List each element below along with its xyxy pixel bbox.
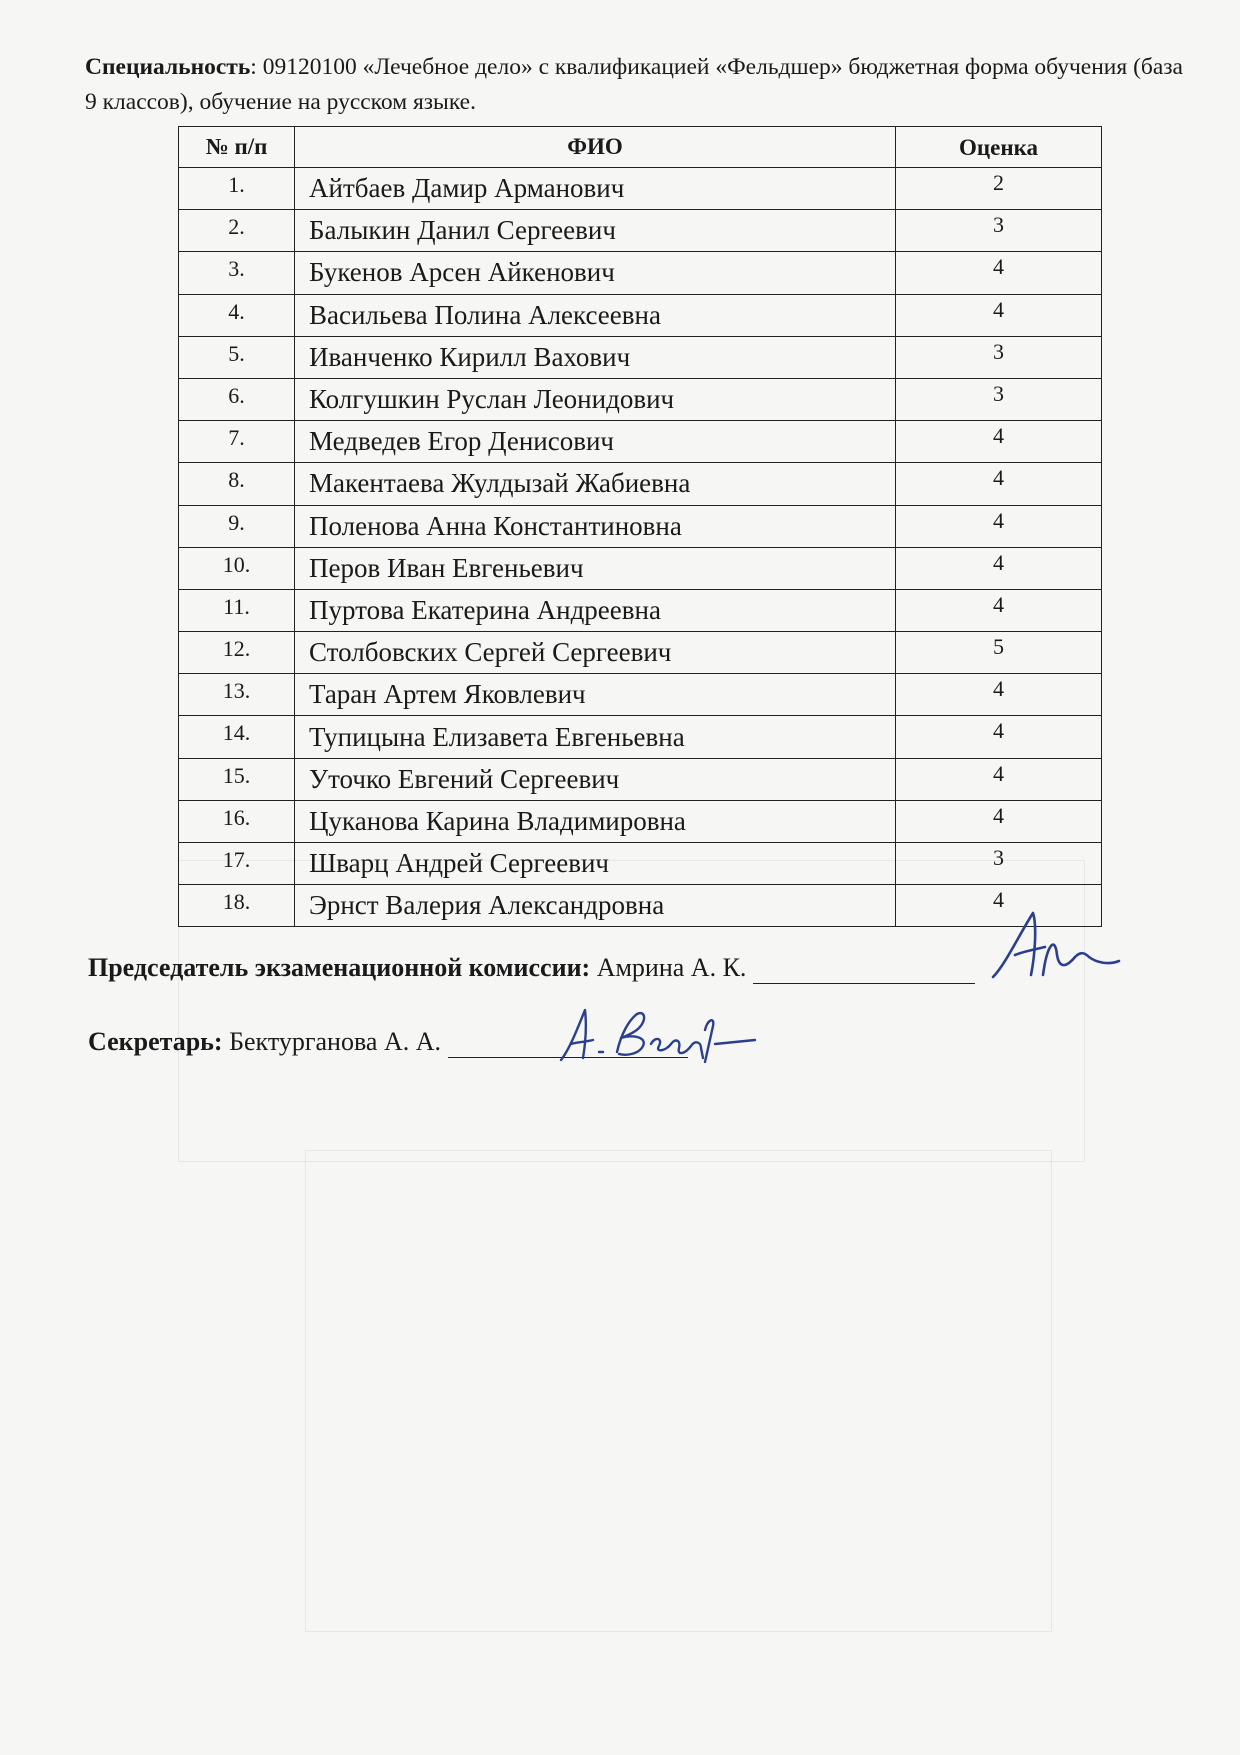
row-grade: 4 bbox=[896, 885, 1102, 927]
secretary-signature bbox=[555, 1000, 770, 1070]
table-row bbox=[179, 632, 1102, 674]
chair-name: Амрина А. К. bbox=[596, 953, 747, 982]
header-name: ФИО bbox=[295, 127, 896, 168]
row-name: Макентаева Жулдызай Жабиевна bbox=[295, 463, 896, 505]
row-name: Цуканова Карина Владимировна bbox=[295, 800, 896, 842]
row-number: 2. bbox=[179, 210, 295, 252]
row-name: Айтбаев Дамир Арманович bbox=[295, 168, 896, 210]
chair-signature-underline bbox=[753, 953, 975, 984]
row-grade: 4 bbox=[896, 421, 1102, 463]
row-grade: 3 bbox=[896, 210, 1102, 252]
row-grade: 4 bbox=[896, 463, 1102, 505]
table-row bbox=[179, 885, 1102, 927]
row-number: 8. bbox=[179, 463, 295, 505]
row-name: Балыкин Данил Сергеевич bbox=[295, 210, 896, 252]
table-row bbox=[179, 800, 1102, 842]
row-number: 5. bbox=[179, 336, 295, 378]
row-number: 13. bbox=[179, 674, 295, 716]
row-number: 6. bbox=[179, 378, 295, 420]
table-row bbox=[179, 210, 1102, 252]
row-grade: 4 bbox=[896, 505, 1102, 547]
row-number: 14. bbox=[179, 716, 295, 758]
table-row bbox=[179, 378, 1102, 420]
table-row bbox=[179, 547, 1102, 589]
row-grade: 2 bbox=[896, 168, 1102, 210]
row-grade: 3 bbox=[896, 843, 1102, 885]
row-name: Колгушкин Руслан Леонидович bbox=[295, 378, 896, 420]
row-name: Таран Артем Яковлевич bbox=[295, 674, 896, 716]
row-grade: 4 bbox=[896, 547, 1102, 589]
specialty-text: : 09120100 «Лечебное дело» с квалификацией «Фельдшер» бюджетная форма обучения (база 9 классов), обучение на русском языке. bbox=[85, 53, 1183, 115]
row-grade: 4 bbox=[896, 758, 1102, 800]
row-name: Перов Иван Евгеньевич bbox=[295, 547, 896, 589]
row-number: 15. bbox=[179, 758, 295, 800]
table-row bbox=[179, 716, 1102, 758]
row-number: 9. bbox=[179, 505, 295, 547]
header-grade: Оценка bbox=[896, 127, 1102, 168]
row-name: Столбовских Сергей Сергеевич bbox=[295, 632, 896, 674]
row-name: Пуртова Екатерина Андреевна bbox=[295, 589, 896, 631]
row-name: Букенов Арсен Айкенович bbox=[295, 252, 896, 294]
row-number: 10. bbox=[179, 547, 295, 589]
specialty-paragraph bbox=[85, 50, 1183, 120]
row-grade: 4 bbox=[896, 294, 1102, 336]
row-grade: 4 bbox=[896, 589, 1102, 631]
row-number: 3. bbox=[179, 252, 295, 294]
row-grade: 4 bbox=[896, 674, 1102, 716]
table-row bbox=[179, 505, 1102, 547]
secretary-name: Бектурганова А. А. bbox=[229, 1027, 442, 1056]
row-number: 1. bbox=[179, 168, 295, 210]
table-row bbox=[179, 168, 1102, 210]
row-name: Поленова Анна Константиновна bbox=[295, 505, 896, 547]
secretary-label: Секретарь: bbox=[88, 1027, 223, 1056]
row-name: Тупицына Елизавета Евгеньевна bbox=[295, 716, 896, 758]
row-grade: 4 bbox=[896, 800, 1102, 842]
row-number: 11. bbox=[179, 589, 295, 631]
row-name: Иванченко Кирилл Вахович bbox=[295, 336, 896, 378]
row-name: Шварц Андрей Сергеевич bbox=[295, 843, 896, 885]
row-number: 12. bbox=[179, 632, 295, 674]
row-name: Медведев Егор Денисович bbox=[295, 421, 896, 463]
grades-table bbox=[178, 126, 1102, 927]
specialty-label: Специальность bbox=[85, 53, 251, 80]
table-row bbox=[179, 336, 1102, 378]
table-row bbox=[179, 843, 1102, 885]
chair-signature bbox=[985, 905, 1125, 995]
table-row bbox=[179, 421, 1102, 463]
chair-label: Председатель экзаменационной комиссии: bbox=[88, 953, 591, 982]
row-number: 18. bbox=[179, 885, 295, 927]
row-number: 7. bbox=[179, 421, 295, 463]
row-number: 17. bbox=[179, 843, 295, 885]
table-row bbox=[179, 463, 1102, 505]
table-row bbox=[179, 589, 1102, 631]
row-name: Уточко Евгений Сергеевич bbox=[295, 758, 896, 800]
row-grade: 4 bbox=[896, 252, 1102, 294]
table-row bbox=[179, 674, 1102, 716]
grades-table-body bbox=[179, 168, 1102, 927]
table-header-row bbox=[179, 127, 1102, 168]
row-name: Васильева Полина Алексеевна bbox=[295, 294, 896, 336]
row-number: 4. bbox=[179, 294, 295, 336]
row-grade: 3 bbox=[896, 378, 1102, 420]
row-name: Эрнст Валерия Александровна bbox=[295, 885, 896, 927]
row-grade: 5 bbox=[896, 632, 1102, 674]
bleed-through-artifact bbox=[305, 1150, 1052, 1632]
table-row bbox=[179, 252, 1102, 294]
header-number: № п/п bbox=[179, 127, 295, 168]
row-number: 16. bbox=[179, 800, 295, 842]
row-grade: 3 bbox=[896, 336, 1102, 378]
row-grade: 4 bbox=[896, 716, 1102, 758]
table-row bbox=[179, 758, 1102, 800]
chair-signature-line bbox=[88, 953, 975, 984]
table-row bbox=[179, 294, 1102, 336]
